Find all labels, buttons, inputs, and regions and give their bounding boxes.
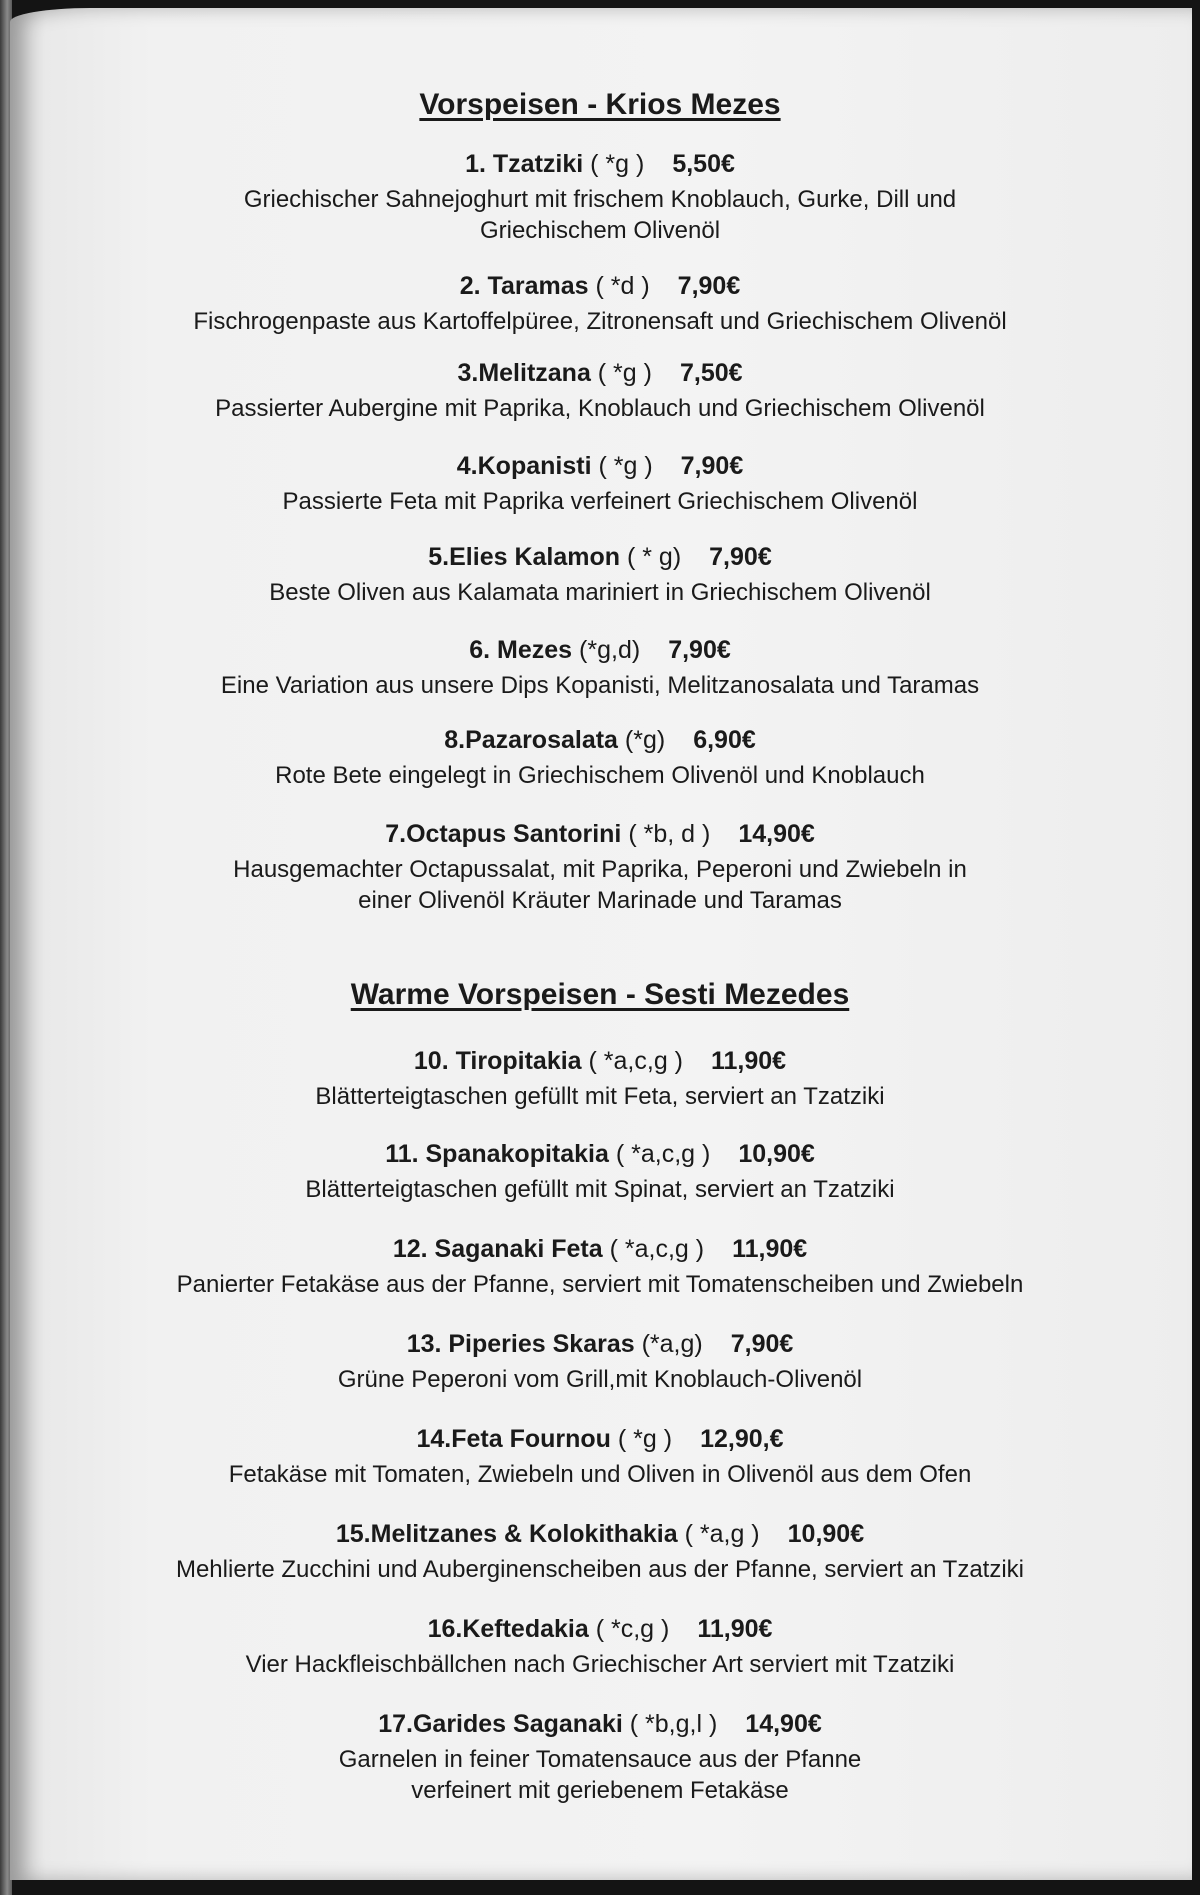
menu-item-price: 7,90€: [680, 452, 744, 480]
menu-item-name: 7.Octapus Santorini: [385, 820, 622, 848]
menu-item-allergens: ( *g ): [583, 150, 645, 178]
menu-item-name: 10. Tiropitakia: [413, 1047, 582, 1075]
menu-item-allergens: (*g): [617, 726, 666, 754]
menu-item: [0, 1233, 1200, 1300]
menu-item-description: [0, 306, 1200, 337]
menu-item-allergens: ( *g ): [610, 1425, 673, 1453]
menu-item-description-line: Fetakäse mit Tomaten, Zwiebeln und Oliven in Olivenöl aus dem Ofen: [228, 1461, 972, 1488]
menu-item-description-line: Passierter Aubergine mit Paprika, Knoblauch und Griechischem Olivenöl: [215, 395, 985, 422]
menu-item-header: [0, 450, 1200, 482]
menu-item-description: [0, 670, 1200, 701]
menu-item-description: [0, 854, 1200, 916]
menu-item-description: [0, 1649, 1200, 1680]
menu-item-description: [0, 1364, 1200, 1395]
menu-item-allergens: ( *b,g,l ): [622, 1710, 718, 1738]
menu-item-name: 8.Pazarosalata: [444, 726, 618, 754]
menu-item-allergens: ( *b, d ): [621, 820, 711, 848]
menu-item-header: [0, 818, 1200, 850]
menu-item-allergens: (*g,d): [572, 636, 641, 664]
menu-item-price: 10,90€: [738, 1140, 815, 1168]
menu-item-price: 7,90€: [730, 1330, 794, 1358]
menu-item: [0, 1138, 1200, 1205]
menu-item-description-line: verfeinert mit geriebenem Fetakäse: [411, 1777, 789, 1804]
menu-item-allergens: ( *a,c,g ): [602, 1235, 705, 1263]
menu-item-description-line: Panierter Fetakäse aus der Pfanne, serviert mit Tomatenscheiben und Zwiebeln: [176, 1271, 1024, 1298]
menu-item-description-line: Hausgemachter Octapussalat, mit Paprika, Peperoni und Zwiebeln in: [233, 856, 967, 883]
menu-item-header: [0, 1708, 1200, 1740]
menu-item-allergens: ( *g ): [591, 452, 653, 480]
menu-item-allergens: ( *c,g ): [588, 1615, 670, 1643]
menu-item: [0, 1328, 1200, 1395]
menu-item-header: [0, 270, 1200, 302]
menu-item-allergens: (*a,g): [634, 1330, 703, 1358]
menu-item-header: [0, 148, 1200, 180]
menu-item-description: [0, 1081, 1200, 1112]
menu-item: [0, 450, 1200, 517]
menu-item-description: [0, 393, 1200, 424]
menu-item-allergens: ( *d ): [588, 272, 650, 300]
menu-item-allergens: ( *a,c,g ): [581, 1047, 683, 1075]
menu-item: [0, 1518, 1200, 1585]
menu-item: [0, 357, 1200, 424]
menu-item-price: 11,90€: [732, 1235, 808, 1263]
menu-item: [0, 818, 1200, 916]
menu-item-name: 17.Garides Saganaki: [378, 1710, 623, 1738]
menu-item-header: [0, 1423, 1200, 1455]
menu-item-description: [0, 1554, 1200, 1585]
menu-item-price: 14,90€: [738, 820, 815, 848]
menu-item-description: [0, 1459, 1200, 1490]
section-title: Vorspeisen - Krios Mezes: [419, 88, 781, 121]
menu-item-header: [0, 1518, 1200, 1550]
menu-item: [0, 1613, 1200, 1680]
menu-item-price: 7,50€: [679, 359, 743, 387]
menu-item-header: [0, 1328, 1200, 1360]
menu-item-description-line: Eine Variation aus unsere Dips Kopanisti, Melitzanosalata und Taramas: [220, 672, 980, 699]
menu-item: [0, 634, 1200, 701]
menu-item: [0, 1423, 1200, 1490]
menu-item-price: 5,50€: [672, 150, 735, 178]
menu-item-header: [0, 724, 1200, 756]
menu-item-description: [0, 1269, 1200, 1300]
menu-item-price: 7,90€: [668, 636, 731, 664]
menu-item-name: 11. Spanakopitakia: [385, 1140, 609, 1168]
menu-item-description: [0, 760, 1200, 791]
menu-item-name: 4.Kopanisti: [456, 452, 592, 480]
menu-item-price: 11,90€: [711, 1047, 787, 1075]
menu-item-description-line: Griechischem Olivenöl: [479, 217, 721, 244]
menu-item-header: [0, 1138, 1200, 1170]
menu-item-description-line: Mehlierte Zucchini und Auberginenscheiben aus der Pfanne, serviert an Tzatziki: [175, 1556, 1025, 1583]
menu-item-name: 5.Elies Kalamon: [428, 543, 621, 571]
menu-item-name: 2. Taramas: [459, 272, 589, 300]
menu-item-allergens: ( * g): [620, 543, 682, 571]
menu-item-price: 6,90€: [693, 726, 756, 754]
menu-item-price: 14,90€: [745, 1710, 822, 1738]
menu-item-name: 16.Keftedakia: [427, 1615, 589, 1643]
menu-item-name: 14.Feta Fournou: [416, 1425, 611, 1453]
menu-item-description: [0, 577, 1200, 608]
menu-item-description: [0, 1744, 1200, 1806]
menu-item: [0, 1045, 1200, 1112]
menu-item-price: 7,90€: [677, 272, 741, 300]
menu-item-description: [0, 184, 1200, 246]
menu-item-price: 11,90€: [697, 1615, 773, 1643]
menu-item-price: 7,90€: [709, 543, 772, 571]
menu-item-header: [0, 357, 1200, 389]
menu-item-description-line: Grüne Peperoni vom Grill,mit Knoblauch-Olivenöl: [337, 1366, 863, 1393]
menu-item-description-line: Fischrogenpaste aus Kartoffelpüree, Zitronensaft und Griechischem Olivenöl: [193, 308, 1007, 335]
menu-item-description-line: Griechischer Sahnejoghurt mit frischem Knoblauch, Gurke, Dill und: [243, 186, 957, 213]
menu-item-description-line: Beste Oliven aus Kalamata mariniert in Griechischem Olivenöl: [269, 579, 931, 606]
menu-item-description-line: Garnelen in feiner Tomatensauce aus der Pfanne: [338, 1746, 862, 1773]
menu-item-name: 3.Melitzana: [457, 359, 591, 387]
menu-item: [0, 148, 1200, 246]
menu-item-header: [0, 1613, 1200, 1645]
menu-item: [0, 724, 1200, 791]
menu-item-description-line: Blätterteigtaschen gefüllt mit Feta, serviert an Tzatziki: [315, 1083, 885, 1110]
menu-item: [0, 1708, 1200, 1806]
menu-item-description-line: Rote Bete eingelegt in Griechischem Olivenöl und Knoblauch: [275, 762, 925, 789]
menu-item-name: 15.Melitzanes & Kolokithakia: [335, 1520, 678, 1548]
menu-item-description-line: Vier Hackfleischbällchen nach Griechischer Art serviert mit Tzatziki: [245, 1651, 955, 1678]
menu-item-price: 10,90€: [787, 1520, 865, 1548]
menu-item-description: [0, 486, 1200, 517]
menu-item-name: 12. Saganaki Feta: [392, 1235, 603, 1263]
menu-item: [0, 541, 1200, 608]
menu-item-description: [0, 1174, 1200, 1205]
menu-item-name: 1. Tzatziki: [465, 150, 584, 178]
menu-item-allergens: ( *a,g ): [677, 1520, 760, 1548]
menu-item-header: [0, 1233, 1200, 1265]
menu-item: [0, 270, 1200, 337]
menu-item-header: [0, 634, 1200, 666]
menu-item-header: [0, 1045, 1200, 1077]
menu-item-description-line: Blätterteigtaschen gefüllt mit Spinat, serviert an Tzatziki: [305, 1176, 895, 1203]
menu-item-name: 13. Piperies Skaras: [406, 1330, 635, 1358]
menu-item-name: 6. Mezes: [469, 636, 573, 664]
menu-item-allergens: ( *g ): [590, 359, 652, 387]
section-title: Warme Vorspeisen - Sesti Mezedes: [350, 978, 850, 1011]
menu-item-description-line: Passierte Feta mit Paprika verfeinert Griechischem Olivenöl: [282, 488, 918, 515]
menu-item-allergens: ( *a,c,g ): [608, 1140, 711, 1168]
menu-item-description-line: einer Olivenöl Kräuter Marinade und Taramas: [358, 887, 842, 914]
menu-item-price: 12,90,€: [700, 1425, 784, 1453]
menu-item-header: [0, 541, 1200, 573]
